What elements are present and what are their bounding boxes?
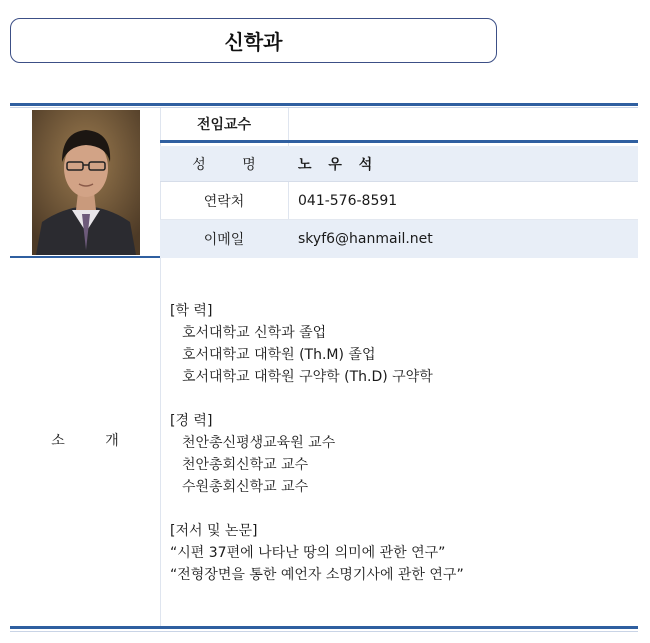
works-title: [저서 및 논문] [170,523,258,539]
category-label: 전임교수 [196,117,252,133]
name-value: 노 우 석 [298,156,379,173]
intro-label: 소 개 [51,433,137,449]
photo-underline [10,256,160,258]
contact-label: 연락처 [203,193,245,210]
category-row [160,108,638,143]
table-bottom-border [10,626,638,629]
name-row [160,146,638,182]
name-label: 성 명 [192,156,272,173]
career-title: [경 력] [170,413,213,429]
profile-photo [32,110,140,255]
table-top-border [10,103,638,106]
email-label: 이메일 [203,232,245,248]
intro-section [170,300,464,586]
email-row [160,220,638,258]
career-item: 천안총회신학교 교수 [182,457,309,473]
contact-row [160,182,638,220]
career-item: 수원총회신학교 교수 [182,479,309,495]
education-item: 호서대학교 신학과 졸업 [182,325,327,341]
education-item: 호서대학교 대학원 구약학 (Th.D) 구약학 [182,369,433,385]
table-bottom-border-inner [10,631,638,632]
career-item: 천안총신평생교육원 교수 [182,435,336,451]
works-item: “전형장면을 통한 예언자 소명기사에 관한 연구” [170,567,464,583]
page-title-box [10,18,497,63]
works-item: “시편 37편에 나타난 땅의 의미에 관한 연구” [170,545,446,561]
education-title: [학 력] [170,303,213,319]
page-title: 신학과 [224,30,283,54]
email-value: skyf6@hanmail.net [298,231,433,247]
education-item: 호서대학교 대학원 (Th.M) 졸업 [182,347,376,363]
contact-value: 041-576-8591 [298,192,398,209]
